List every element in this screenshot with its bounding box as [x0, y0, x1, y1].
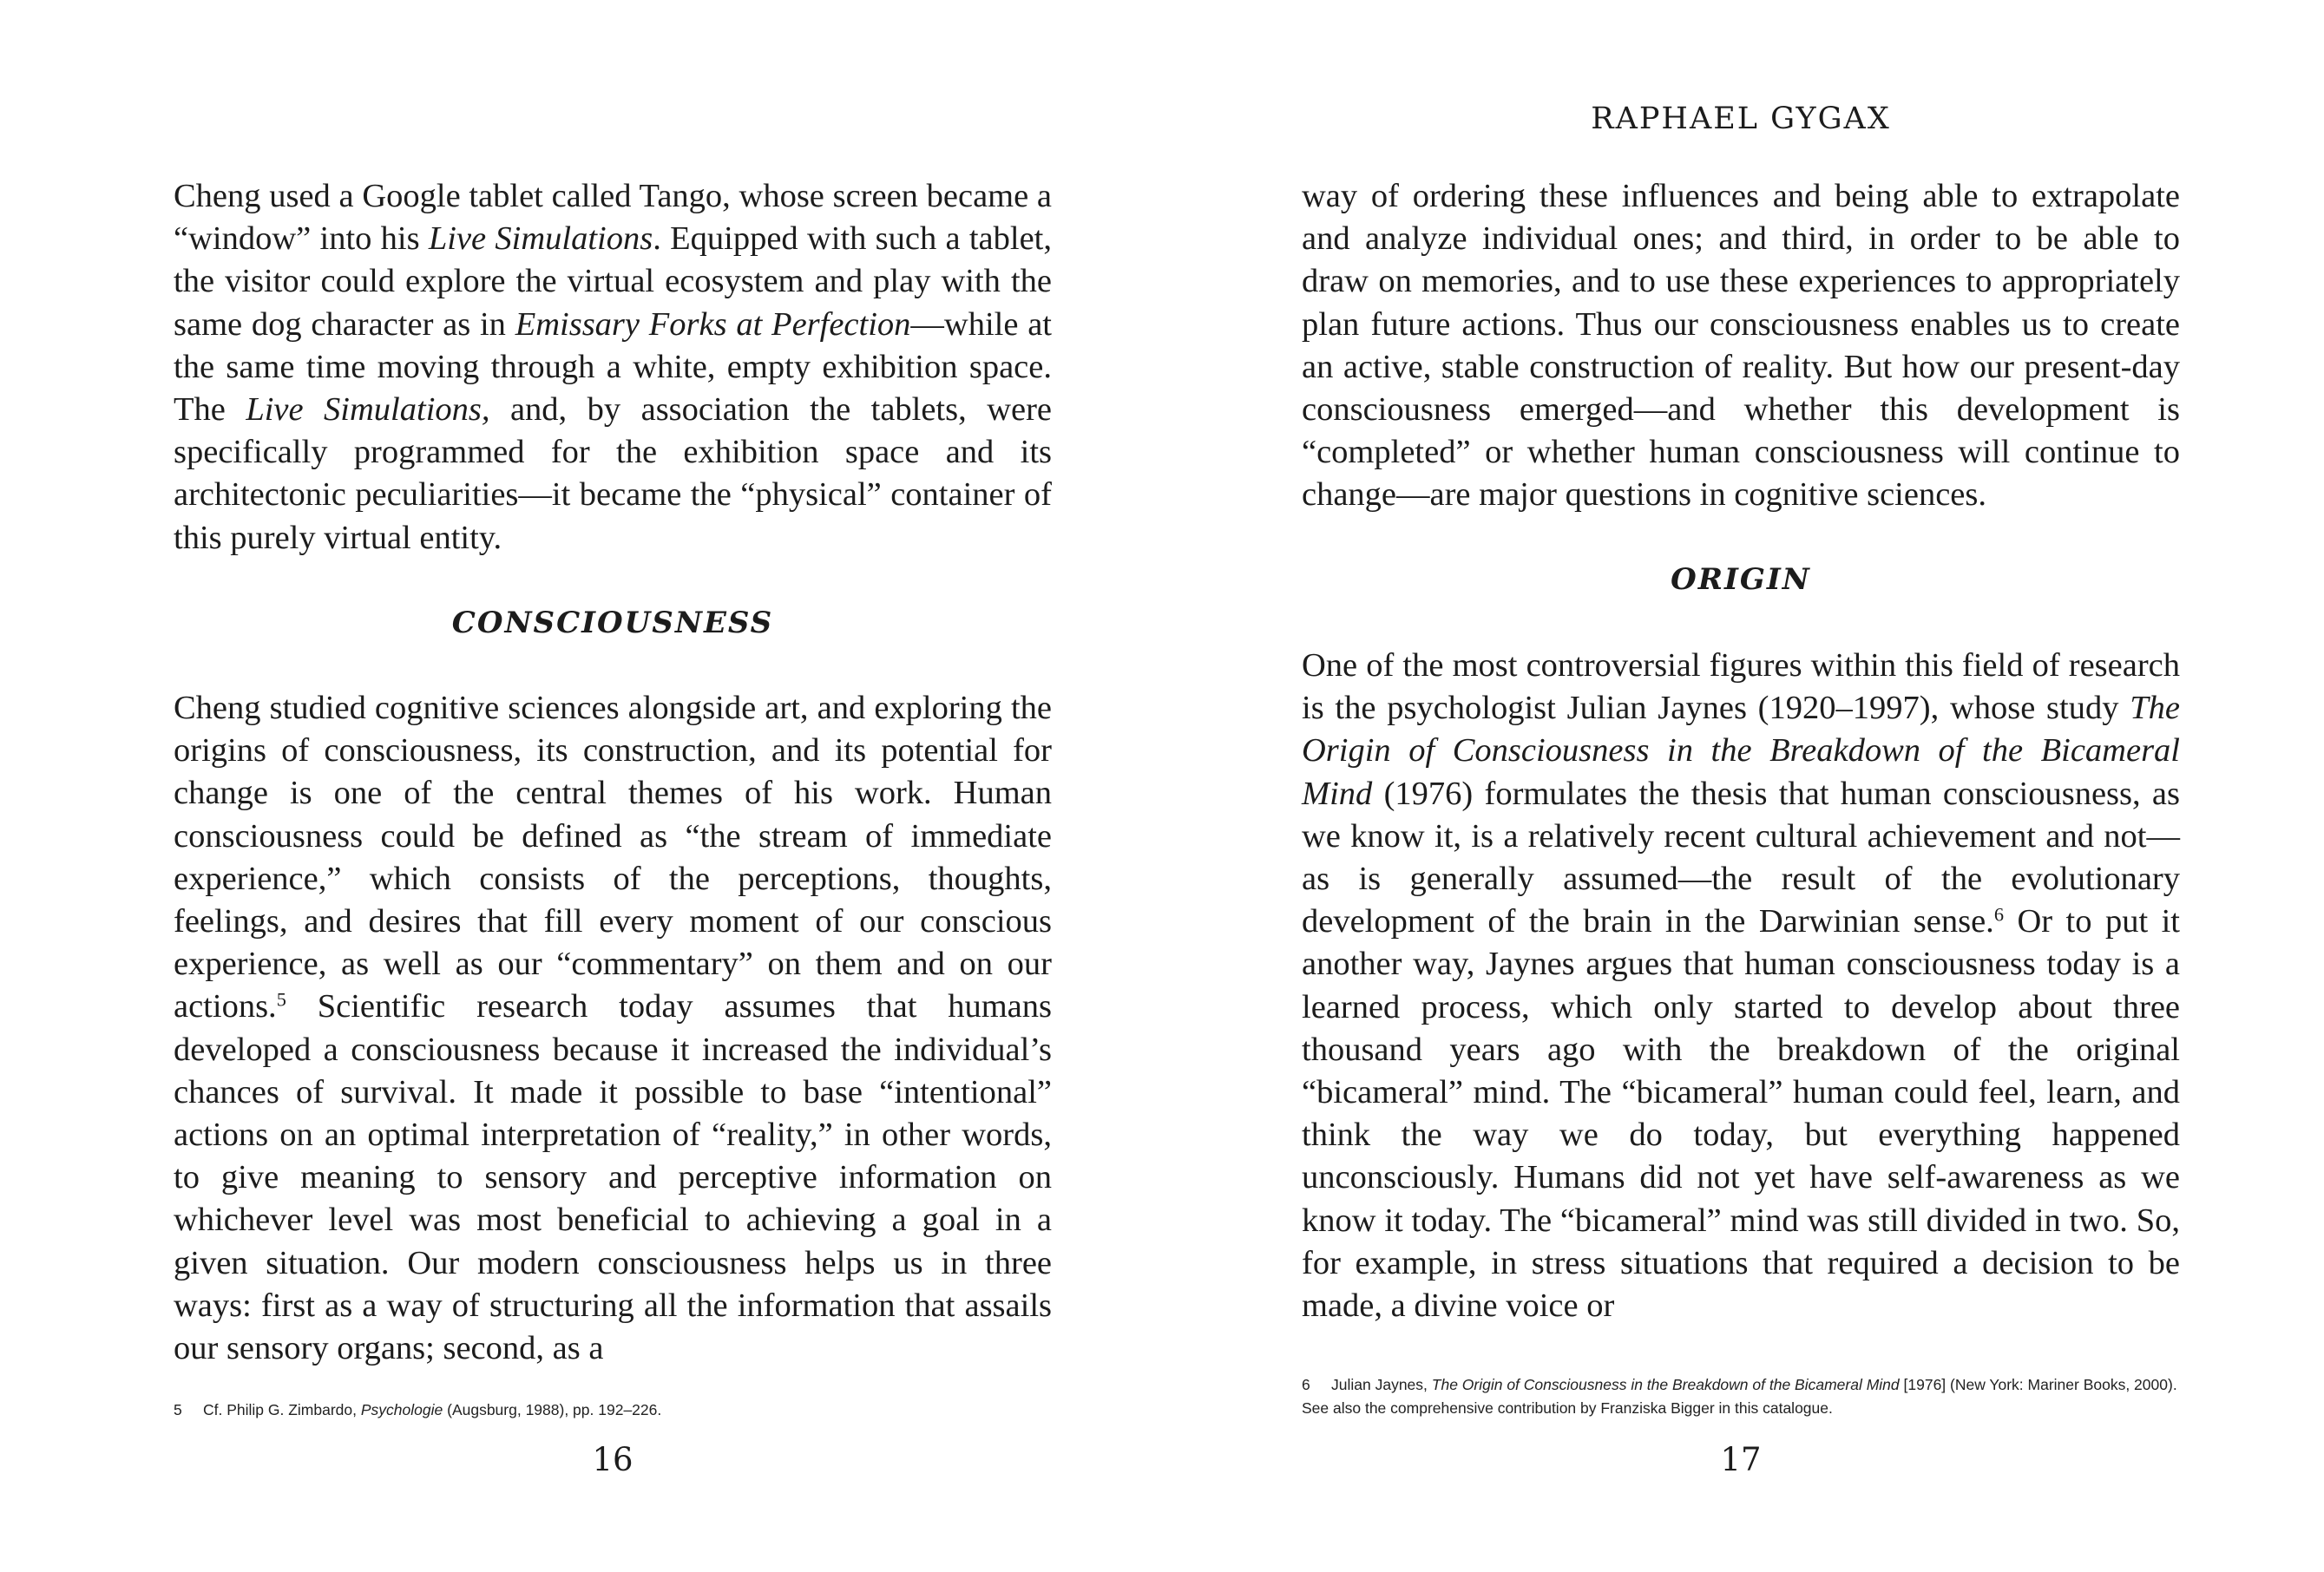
text-run: way of ordering these influences and being able to extrapolate and analyze individual ones; and third, in order to be able to draw on memories, and to use these experiences to appropriately plan future actions. Thus our consciousness enables us to create an active, stable construction of reality. But how our present-day consciousness emerged—and whether this development is “completed” or whether human consciousness will continue to change—are major questions in cognitive sciences.	[1302, 178, 2180, 514]
footnote-number: 6	[1302, 1376, 1310, 1393]
running-head: RAPHAEL GYGAX	[1591, 102, 1891, 136]
right-body-paragraph-1	[1302, 175, 2180, 517]
text-run: Scientific research today assumes that humans developed a consciousness because it increased the individual’s chances of survival. It made it possible to base “intentional” actions on an optimal interpretation of “reality,” in other words, to give meaning to sensory and perceptive information on whichever level was most beneficial to achieving a goal in a given situation. Our modern consciousness helps us in three ways: first as a way of structuring all the information that assails our sensory organs; second, as a	[174, 988, 1052, 1367]
left-body-paragraph-1	[174, 175, 1052, 560]
footnote-text	[203, 1401, 661, 1418]
text-run: Cf. Philip G. Zimbardo,	[203, 1401, 361, 1418]
footnote-5	[174, 1398, 1052, 1422]
text-run: (1976) formulates the thesis that human consciousness, as we know it, is a relatively recent cultural achievement and not—as is generally assumed—the result of the evolutionary development of the brain in the Darwinian sense.	[1302, 775, 2180, 940]
text-run: One of the most controversial figures within this field of research is the psychologist Julian Jaynes (1920–1997), whose study	[1302, 647, 2180, 727]
italic-title: The Origin of Consciousness in the Breakdown of the Bicameral Mind	[1302, 690, 2180, 812]
italic-title: Psychologie	[360, 1401, 443, 1418]
text-run: and, by association the tablets, were specifically programmed for the exhibition space and its architectonic peculiarities—it became the “physical” container of this purely virtual entity.	[174, 391, 1052, 556]
italic-title: Live Simulations	[428, 220, 653, 258]
italic-title: Live Simulations,	[246, 391, 490, 429]
text-run: [1976] (New York: Mariner Books, 2000). See also the comprehensive contribution by Franziska Bigger in this catalogue.	[1302, 1376, 2177, 1417]
footnote-text	[1302, 1376, 2177, 1417]
footnote-6	[1302, 1373, 2180, 1420]
footnote-number: 5	[174, 1401, 182, 1418]
page-number-right: 17	[1720, 1441, 1762, 1478]
section-heading-consciousness: CONSCIOUSNESS	[451, 606, 774, 640]
text-run: Julian Jaynes,	[1331, 1376, 1432, 1393]
text-run: (Augsburg, 1988), pp. 192–226.	[443, 1401, 662, 1418]
italic-title: The Origin of Consciousness in the Breakdown of the Bicameral Mind	[1431, 1376, 1900, 1393]
left-body-paragraph-2	[174, 687, 1052, 1370]
italic-title: Emissary Forks at Perfection	[515, 305, 911, 343]
text-run: Or to put it another way, Jaynes argues that human consciousness today is a learned process, which only started to develop about three thousand years ago with the breakdown of the original “bicameral” mind. The “bicameral” human could feel, learn, and think the way we do today, but everything happened unconsciously. Humans did not yet have self-awareness as we know it today. The “bicameral” mind was still divided in two. So, for example, in stress situations that required a decision to be made, a divine voice or	[1302, 903, 2180, 1325]
footnote-marker: 6	[1993, 903, 2004, 926]
footnote-marker: 5	[276, 989, 286, 1012]
page-number-left: 16	[592, 1441, 634, 1478]
text-run: —while at the same time moving through a white, empty exhibition space. The	[174, 305, 1052, 429]
right-body-paragraph-2	[1302, 645, 2180, 1327]
text-run: Cheng studied cognitive sciences alongside art, and exploring the origins of consciousness, its construction, and its potential for change is one of the central themes of his work. Human consciousness could be defined as “the stream of immediate experience,” which consists of the perceptions, thoughts, feelings, and desires that fill every moment of our conscious experience, as well as our “commentary” on them and on our actions.	[174, 690, 1052, 1025]
text-run: Cheng used a Google tablet called Tango, whose screen became a “window” into his	[174, 178, 1052, 258]
text-run: . Equipped with such a tablet, the visitor could explore the virtual ecosystem and play with the same dog character as in	[174, 220, 1052, 343]
section-heading-origin: ORIGIN	[1671, 562, 1811, 597]
